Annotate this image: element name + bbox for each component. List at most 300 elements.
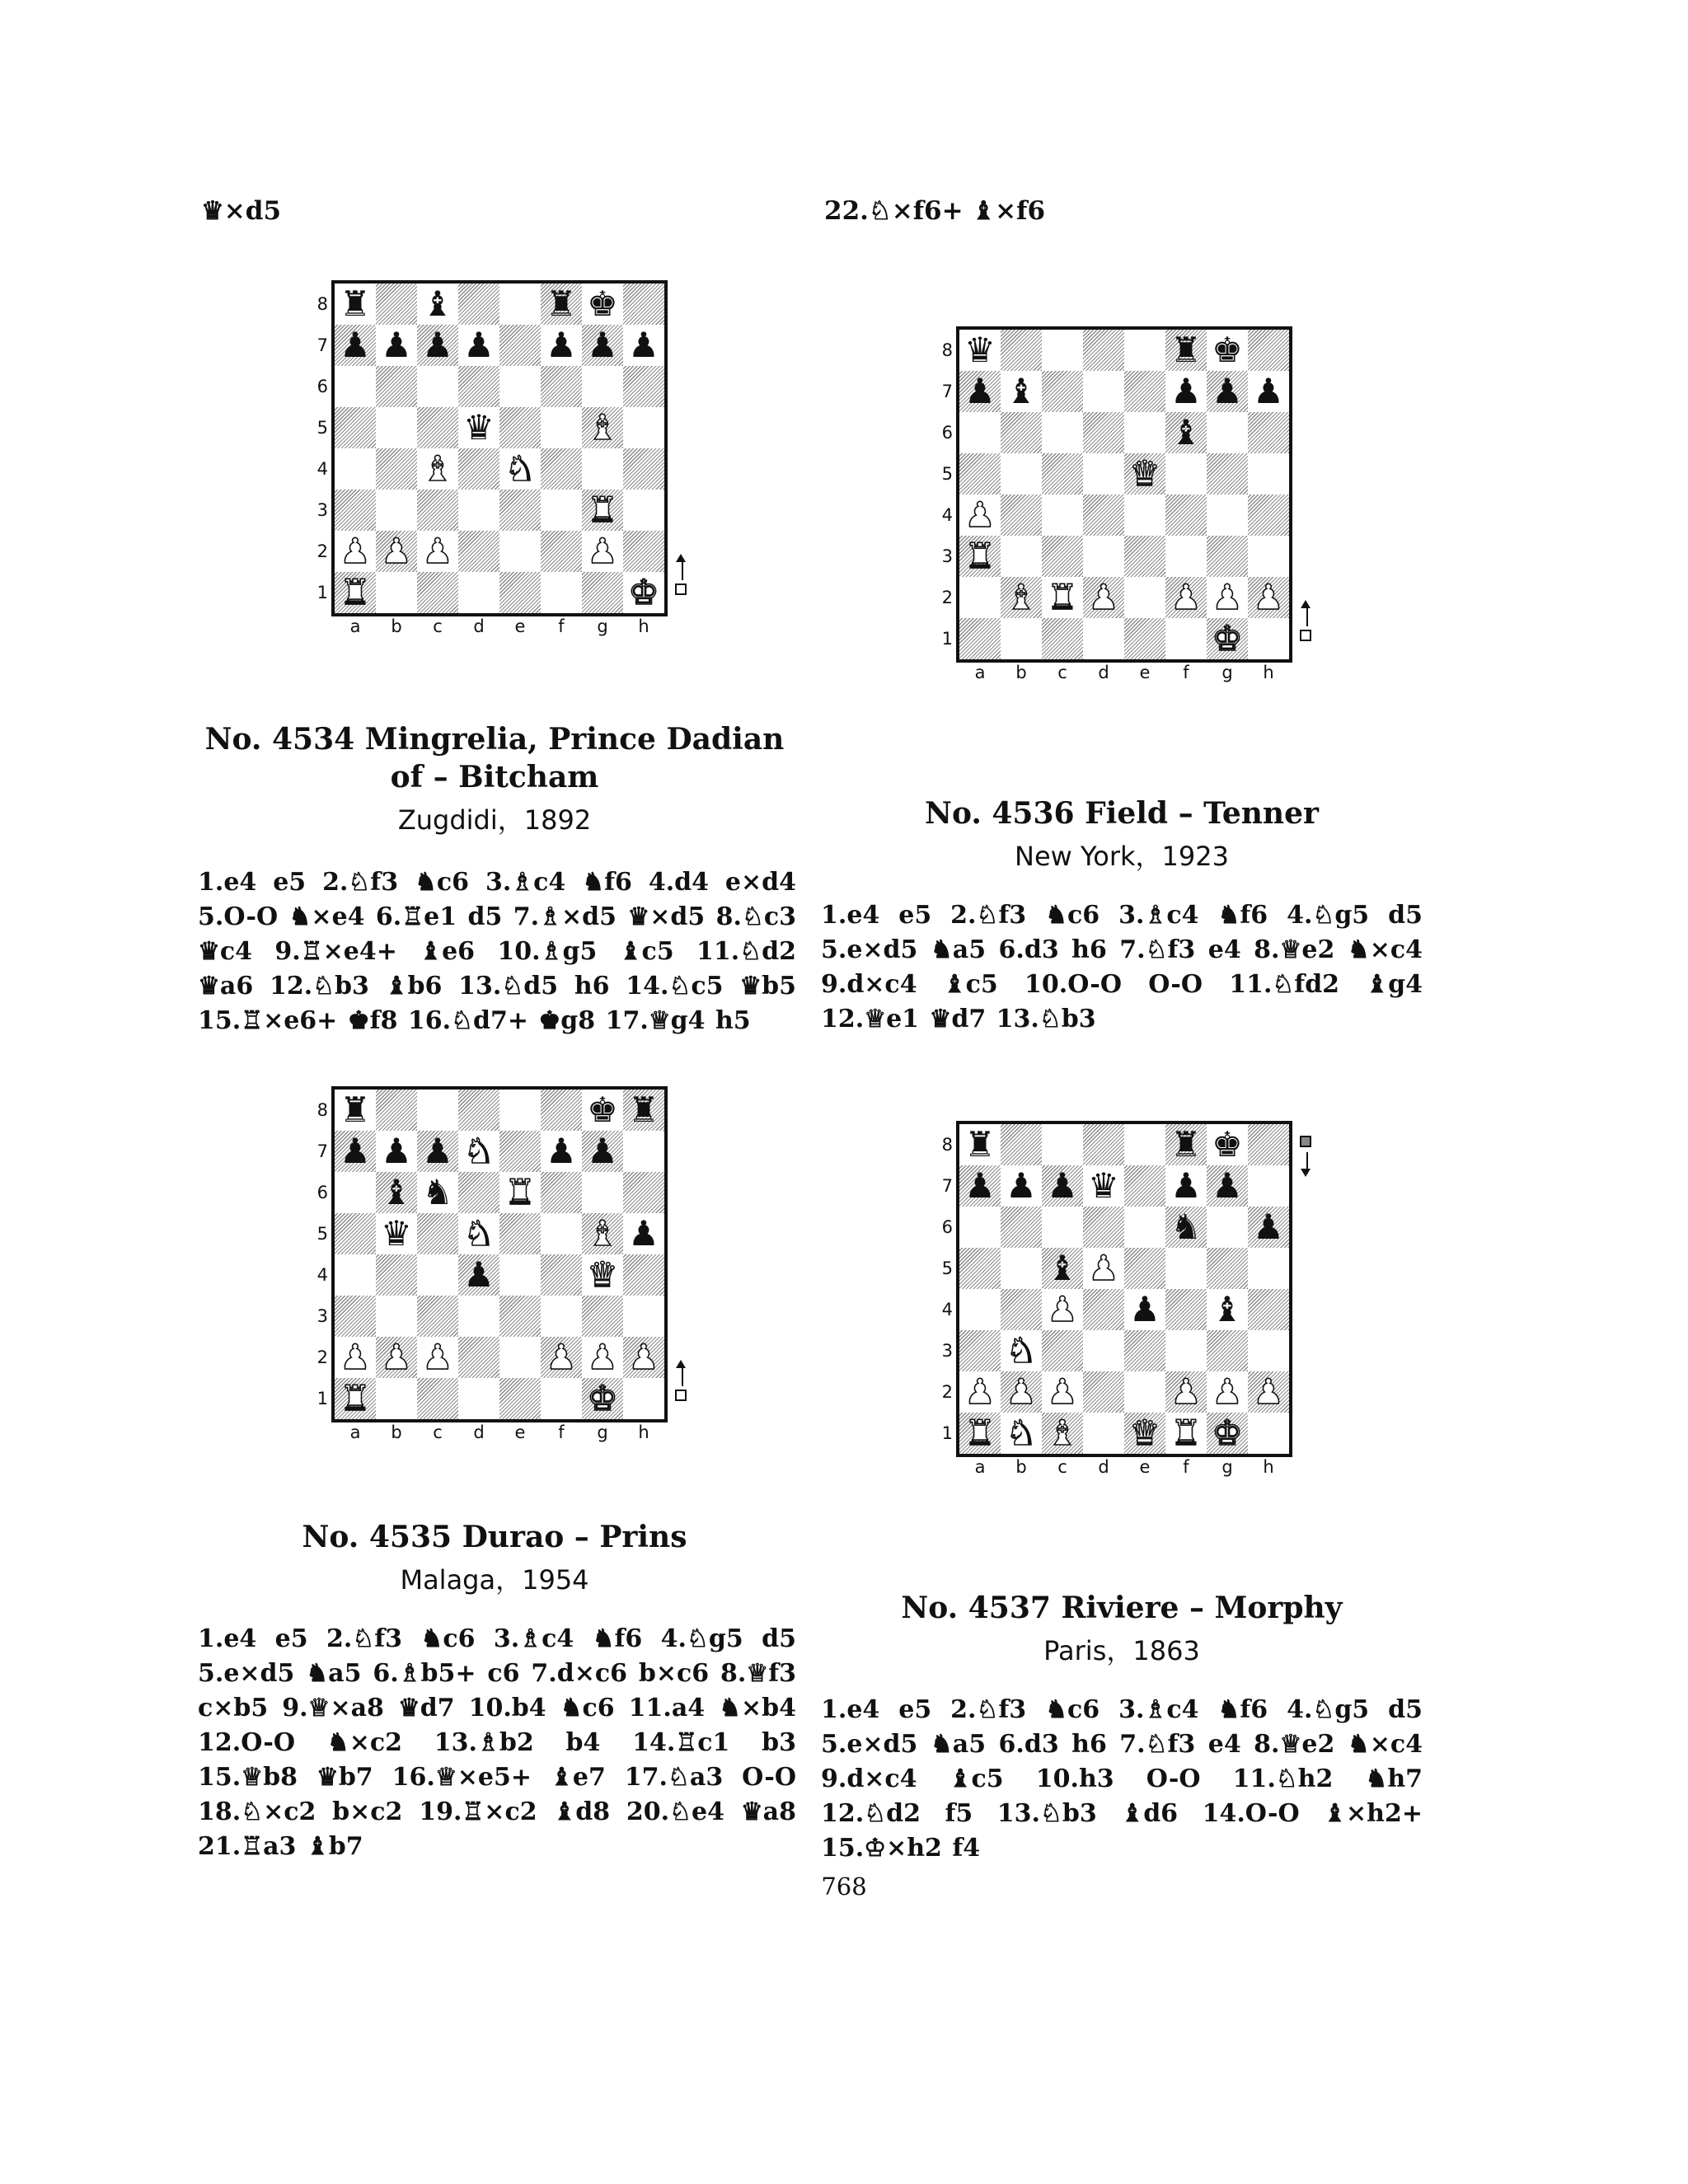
white-pawn-icon: ♟ — [1253, 1371, 1284, 1412]
black-rook-icon: ♜ — [546, 284, 577, 324]
game-title-4535: No. 4535 Durao – Prins — [302, 1520, 687, 1554]
square-h2 — [1248, 1371, 1289, 1413]
square-e2 — [499, 1337, 541, 1378]
square-g6 — [582, 366, 623, 407]
square-c3 — [417, 1296, 458, 1337]
white-knight-icon: ♞ — [1006, 1330, 1037, 1371]
square-a4 — [959, 494, 1001, 536]
black-pawn-icon: ♟ — [1129, 1289, 1160, 1329]
square-d3 — [1083, 1330, 1124, 1371]
square-c2 — [417, 1337, 458, 1378]
square-a3 — [959, 536, 1001, 577]
white-bishop-icon: ♝ — [587, 1213, 618, 1254]
black-pawn-icon: ♟ — [628, 1213, 659, 1254]
square-d6 — [1083, 1207, 1124, 1248]
white-pawn-icon: ♟ — [964, 494, 996, 535]
square-g4 — [1207, 1289, 1248, 1330]
square-e3 — [1124, 536, 1165, 577]
white-queen-icon: ♛ — [587, 1254, 618, 1295]
square-f5 — [541, 1213, 582, 1254]
square-d6 — [458, 366, 499, 407]
square-g1 — [582, 1378, 623, 1419]
square-h3 — [623, 1296, 664, 1337]
white-pawn-icon: ♟ — [1088, 577, 1119, 617]
square-a1 — [959, 1413, 1001, 1454]
square-f7 — [541, 1131, 582, 1172]
rank-label: 7 — [316, 335, 328, 355]
square-d3 — [458, 490, 499, 531]
black-rook-icon: ♜ — [1170, 330, 1202, 370]
game-place-4536: New York，1923 — [1015, 841, 1229, 872]
square-e5 — [499, 407, 541, 448]
game-place-4537: Paris，1863 — [1043, 1635, 1200, 1666]
rank-label: 2 — [316, 1347, 328, 1367]
rank-label: 8 — [941, 1135, 953, 1155]
rank-label: 1 — [941, 629, 953, 649]
square-e3 — [499, 490, 541, 531]
square-h4 — [1248, 494, 1289, 536]
file-label: a — [974, 1457, 986, 1477]
rank-label: 2 — [941, 1382, 953, 1402]
square-h4 — [623, 1254, 664, 1296]
white-rook-icon: ♜ — [587, 490, 618, 530]
square-a1 — [335, 1378, 376, 1419]
white-pawn-icon: ♟ — [1170, 577, 1202, 617]
square-d8 — [1083, 1124, 1124, 1165]
square-f4 — [1165, 494, 1207, 536]
white-rook-icon: ♜ — [1170, 1413, 1202, 1453]
square-c1 — [417, 1378, 458, 1419]
square-g7 — [582, 325, 623, 366]
white-pawn-icon: ♟ — [340, 1337, 371, 1377]
white-pawn-icon: ♟ — [1006, 1371, 1037, 1412]
black-queen-icon: ♛ — [381, 1213, 412, 1254]
chessboard — [956, 1121, 1292, 1457]
square-e1 — [499, 1378, 541, 1419]
rank-label: 4 — [941, 1300, 953, 1319]
square-h5 — [1248, 1248, 1289, 1289]
square-g5 — [582, 1213, 623, 1254]
white-pawn-icon: ♟ — [587, 531, 618, 571]
game-moves-4537: 1.e4 e5 2.♘f3 ♞c6 3.♗c4 ♞f6 4.♘g5 d5 5.e×d5 ♞a5 6.d3 h6 7.♘f3 e4 8.♕e2 ♞×c4 9.d×c4 ♝c5 10.h3 O-O 11.♘h2 ♞h7 12.♘d2 f5 13.♘b3 ♝d6 14.O-O ♝×h2+ 15.♔×h2 f4 — [821, 1695, 1423, 1863]
white-pawn-icon: ♟ — [1047, 1371, 1078, 1412]
page-number: 768 — [821, 1872, 867, 1900]
white-knight-icon: ♞ — [504, 448, 536, 489]
square-h7 — [623, 1131, 664, 1172]
square-b2 — [1001, 1371, 1042, 1413]
black-pawn-icon: ♟ — [1212, 1165, 1243, 1206]
black-bishop-icon: ♝ — [1170, 412, 1202, 452]
square-h2 — [1248, 577, 1289, 618]
square-g6 — [582, 1172, 623, 1213]
square-d8 — [1083, 330, 1124, 371]
black-rook-icon: ♜ — [628, 1090, 659, 1130]
rank-label: 6 — [316, 1183, 328, 1202]
square-a3 — [335, 490, 376, 531]
rank-label: 8 — [316, 1100, 328, 1120]
black-queen-icon: ♛ — [1088, 1165, 1119, 1206]
square-e6 — [1124, 1207, 1165, 1248]
black-pawn-icon: ♟ — [964, 371, 996, 411]
square-c4 — [1042, 494, 1083, 536]
file-label: a — [974, 663, 986, 682]
square-g1 — [582, 572, 623, 613]
square-e6 — [1124, 412, 1165, 453]
square-h5 — [623, 407, 664, 448]
white-pawn-icon: ♟ — [1088, 1248, 1119, 1288]
square-c8 — [1042, 1124, 1083, 1165]
square-a1 — [959, 618, 1001, 659]
square-f2 — [1165, 1371, 1207, 1413]
rank-label: 1 — [941, 1423, 953, 1443]
square-b7 — [1001, 371, 1042, 412]
square-g3 — [582, 490, 623, 531]
square-b1 — [1001, 618, 1042, 659]
black-queen-icon: ♛ — [964, 330, 996, 370]
file-label: c — [1057, 1457, 1067, 1477]
square-b6 — [1001, 1207, 1042, 1248]
black-knight-icon: ♞ — [422, 1172, 453, 1212]
square-d1 — [1083, 618, 1124, 659]
file-label: g — [1221, 1457, 1233, 1477]
square-b7 — [376, 325, 417, 366]
file-label: f — [558, 1422, 565, 1442]
square-d5 — [458, 1213, 499, 1254]
black-king-icon: ♚ — [587, 284, 618, 324]
square-e5 — [1124, 1248, 1165, 1289]
black-rook-icon: ♜ — [340, 1090, 371, 1130]
square-h1 — [623, 1378, 664, 1419]
rank-label: 6 — [316, 377, 328, 396]
black-pawn-icon: ♟ — [463, 1254, 495, 1295]
square-b5 — [376, 1213, 417, 1254]
square-c7 — [1042, 1165, 1083, 1207]
square-b4 — [376, 448, 417, 490]
white-pawn-icon: ♟ — [1170, 1371, 1202, 1412]
file-label: c — [1057, 663, 1067, 682]
black-pawn-icon: ♟ — [587, 325, 618, 365]
square-f8 — [1165, 330, 1207, 371]
rank-label: 6 — [941, 423, 953, 443]
square-e2 — [1124, 577, 1165, 618]
square-d1 — [458, 572, 499, 613]
square-a4 — [959, 1289, 1001, 1330]
square-b5 — [1001, 453, 1042, 494]
square-f1 — [1165, 618, 1207, 659]
square-b7 — [376, 1131, 417, 1172]
square-d3 — [458, 1296, 499, 1337]
square-d4 — [1083, 494, 1124, 536]
square-h4 — [623, 448, 664, 490]
square-b4 — [376, 1254, 417, 1296]
white-pawn-icon: ♟ — [422, 1337, 453, 1377]
square-a6 — [335, 1172, 376, 1213]
square-a4 — [335, 1254, 376, 1296]
square-g4 — [582, 448, 623, 490]
white-pawn-icon: ♟ — [1212, 577, 1243, 617]
file-label: h — [1263, 1457, 1274, 1477]
file-label: e — [514, 1422, 526, 1442]
white-bishop-icon: ♝ — [1006, 577, 1037, 617]
square-c6 — [417, 1172, 458, 1213]
square-h7 — [1248, 371, 1289, 412]
black-king-icon: ♚ — [1212, 330, 1243, 370]
square-h2 — [623, 531, 664, 572]
square-g7 — [582, 1131, 623, 1172]
square-f4 — [541, 448, 582, 490]
black-pawn-icon: ♟ — [381, 325, 412, 365]
square-a5 — [959, 453, 1001, 494]
square-a3 — [959, 1330, 1001, 1371]
square-b8 — [376, 284, 417, 325]
rank-label: 1 — [316, 583, 328, 602]
black-pawn-icon: ♟ — [964, 1165, 996, 1206]
black-pawn-icon: ♟ — [422, 325, 453, 365]
white-knight-icon: ♞ — [1006, 1413, 1037, 1453]
rank-label: 2 — [941, 588, 953, 607]
file-label: a — [349, 616, 361, 636]
file-label: g — [1221, 663, 1233, 682]
rank-label: 6 — [941, 1217, 953, 1237]
file-label: d — [1098, 1457, 1109, 1477]
white-king-icon: ♚ — [1212, 1413, 1243, 1453]
square-e6 — [499, 366, 541, 407]
white-rook-icon: ♜ — [1047, 577, 1078, 617]
square-g3 — [1207, 1330, 1248, 1371]
square-d8 — [458, 1090, 499, 1131]
white-to-move-indicator — [1296, 600, 1318, 649]
square-g5 — [1207, 1248, 1248, 1289]
black-bishop-icon: ♝ — [381, 1172, 412, 1212]
black-knight-icon: ♞ — [1170, 1207, 1202, 1247]
square-b8 — [1001, 330, 1042, 371]
black-pawn-icon: ♟ — [1047, 1165, 1078, 1206]
square-g2 — [582, 531, 623, 572]
square-f2 — [1165, 577, 1207, 618]
square-c8 — [1042, 330, 1083, 371]
square-e4 — [499, 1254, 541, 1296]
square-g7 — [1207, 371, 1248, 412]
white-pawn-icon: ♟ — [1253, 577, 1284, 617]
white-knight-icon: ♞ — [463, 1131, 495, 1171]
square-b1 — [376, 572, 417, 613]
square-g8 — [1207, 330, 1248, 371]
game-title-4536: No. 4536 Field – Tenner — [925, 796, 1319, 831]
square-c4 — [1042, 1289, 1083, 1330]
square-d2 — [1083, 577, 1124, 618]
square-a7 — [959, 1165, 1001, 1207]
square-a2 — [335, 1337, 376, 1378]
white-rook-icon: ♜ — [340, 1378, 371, 1418]
square-d8 — [458, 284, 499, 325]
white-king-icon: ♚ — [628, 572, 659, 612]
square-h1 — [1248, 618, 1289, 659]
game-moves-4536: 1.e4 e5 2.♘f3 ♞c6 3.♗c4 ♞f6 4.♘g5 d5 5.e×d5 ♞a5 6.d3 h6 7.♘f3 e4 8.♕e2 ♞×c4 9.d×c4 ♝c5 10.O-O O-O 11.♘fd2 ♝g4 12.♕e1 ♛d7 13.♘b3 — [821, 901, 1423, 1033]
file-label: f — [1183, 663, 1189, 682]
square-h4 — [1248, 1289, 1289, 1330]
rank-label: 8 — [941, 340, 953, 360]
file-label: b — [1015, 1457, 1027, 1477]
white-pawn-icon: ♟ — [964, 1371, 996, 1412]
square-a7 — [959, 371, 1001, 412]
square-h3 — [1248, 536, 1289, 577]
square-f2 — [541, 1337, 582, 1378]
file-label: h — [1263, 663, 1274, 682]
square-d3 — [1083, 536, 1124, 577]
square-f3 — [1165, 1330, 1207, 1371]
square-e2 — [499, 531, 541, 572]
file-label: f — [558, 616, 565, 636]
square-d7 — [1083, 1165, 1124, 1207]
black-queen-icon: ♛ — [463, 407, 495, 448]
square-f1 — [541, 1378, 582, 1419]
square-f2 — [541, 531, 582, 572]
square-c3 — [1042, 536, 1083, 577]
white-queen-icon: ♛ — [1129, 1413, 1160, 1453]
square-e4 — [499, 448, 541, 490]
square-e8 — [1124, 1124, 1165, 1165]
square-d5 — [1083, 453, 1124, 494]
square-h1 — [623, 572, 664, 613]
rank-label: 7 — [316, 1141, 328, 1161]
black-king-icon: ♚ — [1212, 1124, 1243, 1165]
black-pawn-icon: ♟ — [1253, 1207, 1284, 1247]
rank-label: 8 — [316, 294, 328, 314]
square-e7 — [499, 1131, 541, 1172]
file-label: b — [391, 616, 402, 636]
white-knight-icon: ♞ — [463, 1213, 495, 1254]
square-b3 — [1001, 536, 1042, 577]
black-pawn-icon: ♟ — [340, 1131, 371, 1171]
file-label: g — [597, 616, 608, 636]
square-h6 — [1248, 412, 1289, 453]
white-pawn-icon: ♟ — [340, 531, 371, 571]
continuation-right: 22.♘×f6+ ♝×f6 — [824, 196, 1046, 226]
black-rook-icon: ♜ — [340, 284, 371, 324]
square-c3 — [1042, 1330, 1083, 1371]
game-moves-4535: 1.e4 e5 2.♘f3 ♞c6 3.♗c4 ♞f6 4.♘g5 d5 5.e×d5 ♞a5 6.♗b5+ c6 7.d×c6 b×c6 8.♕f3 c×b5 9.♕×a8 ♛d7 10.b4 ♞c6 11.a4 ♞×b4 12.O-O ♞×c2 13.♗b2 b4 14.♖c1 b3 15.♕b8 ♛b7 16.♕×e5+ ♝e7 17.♘a3 O-O 18.♘×c2 b×c2 19.♖×c2 ♝d8 20.♘e4 ♛a8 21.♖a3 ♝b7 — [198, 1624, 796, 1861]
white-pawn-icon: ♟ — [422, 531, 453, 571]
square-f5 — [1165, 1248, 1207, 1289]
square-c8 — [417, 284, 458, 325]
file-label: h — [638, 616, 649, 636]
square-a8 — [959, 330, 1001, 371]
square-f1 — [541, 572, 582, 613]
square-e4 — [1124, 494, 1165, 536]
square-h3 — [1248, 1330, 1289, 1371]
white-rook-icon: ♜ — [340, 572, 371, 612]
square-g6 — [1207, 412, 1248, 453]
square-g3 — [1207, 536, 1248, 577]
square-b8 — [376, 1090, 417, 1131]
game-title-4534-cont: of – Bitcham — [390, 760, 599, 794]
square-b3 — [376, 490, 417, 531]
square-a3 — [335, 1296, 376, 1337]
square-b5 — [376, 407, 417, 448]
square-h6 — [623, 366, 664, 407]
square-g8 — [1207, 1124, 1248, 1165]
square-f6 — [1165, 412, 1207, 453]
square-c6 — [417, 366, 458, 407]
white-pawn-icon: ♟ — [1212, 1371, 1243, 1412]
white-bishop-icon: ♝ — [422, 448, 453, 489]
file-label: f — [1183, 1457, 1189, 1477]
file-label: d — [1098, 663, 1109, 682]
game-title-4534: No. 4534 Mingrelia, Prince Dadian — [204, 722, 785, 757]
square-d7 — [458, 325, 499, 366]
square-a6 — [959, 1207, 1001, 1248]
white-king-icon: ♚ — [587, 1378, 618, 1418]
square-a6 — [959, 412, 1001, 453]
square-c2 — [1042, 1371, 1083, 1413]
black-pawn-icon: ♟ — [1170, 371, 1202, 411]
white-pawn-icon: ♟ — [1047, 1289, 1078, 1329]
square-f1 — [1165, 1413, 1207, 1454]
square-d2 — [458, 1337, 499, 1378]
square-f5 — [1165, 453, 1207, 494]
black-to-move-indicator — [1296, 1136, 1318, 1185]
square-d1 — [1083, 1413, 1124, 1454]
square-b5 — [1001, 1248, 1042, 1289]
square-h5 — [1248, 453, 1289, 494]
square-e5 — [1124, 453, 1165, 494]
square-a1 — [335, 572, 376, 613]
square-d4 — [458, 448, 499, 490]
black-pawn-icon: ♟ — [1006, 1165, 1037, 1206]
square-c3 — [417, 490, 458, 531]
white-king-icon: ♚ — [1212, 618, 1243, 658]
square-g2 — [1207, 1371, 1248, 1413]
continuation-left: ♛×d5 — [201, 196, 282, 226]
square-c5 — [1042, 453, 1083, 494]
square-f8 — [541, 1090, 582, 1131]
square-f7 — [1165, 371, 1207, 412]
file-label: g — [597, 1422, 608, 1442]
square-e5 — [499, 1213, 541, 1254]
black-pawn-icon: ♟ — [1170, 1165, 1202, 1206]
rank-label: 3 — [941, 546, 953, 566]
square-b2 — [376, 1337, 417, 1378]
file-label: e — [514, 616, 526, 636]
square-b6 — [376, 1172, 417, 1213]
square-c4 — [417, 1254, 458, 1296]
file-label: c — [433, 616, 443, 636]
square-d4 — [1083, 1289, 1124, 1330]
square-d7 — [1083, 371, 1124, 412]
square-c4 — [417, 448, 458, 490]
square-b2 — [376, 531, 417, 572]
square-c7 — [417, 325, 458, 366]
square-f3 — [541, 490, 582, 531]
square-g1 — [1207, 1413, 1248, 1454]
white-bishop-icon: ♝ — [1047, 1413, 1078, 1453]
square-c5 — [1042, 1248, 1083, 1289]
square-e3 — [499, 1296, 541, 1337]
square-a5 — [335, 1213, 376, 1254]
file-label: d — [473, 616, 485, 636]
white-pawn-icon: ♟ — [381, 531, 412, 571]
game-place-4535: Malaga，1954 — [400, 1564, 589, 1596]
square-h6 — [623, 1172, 664, 1213]
square-h8 — [623, 284, 664, 325]
square-d4 — [458, 1254, 499, 1296]
square-b4 — [1001, 494, 1042, 536]
square-a8 — [959, 1124, 1001, 1165]
rank-label: 5 — [941, 464, 953, 484]
file-label: b — [1015, 663, 1027, 682]
rank-label: 3 — [941, 1341, 953, 1361]
square-f5 — [541, 407, 582, 448]
